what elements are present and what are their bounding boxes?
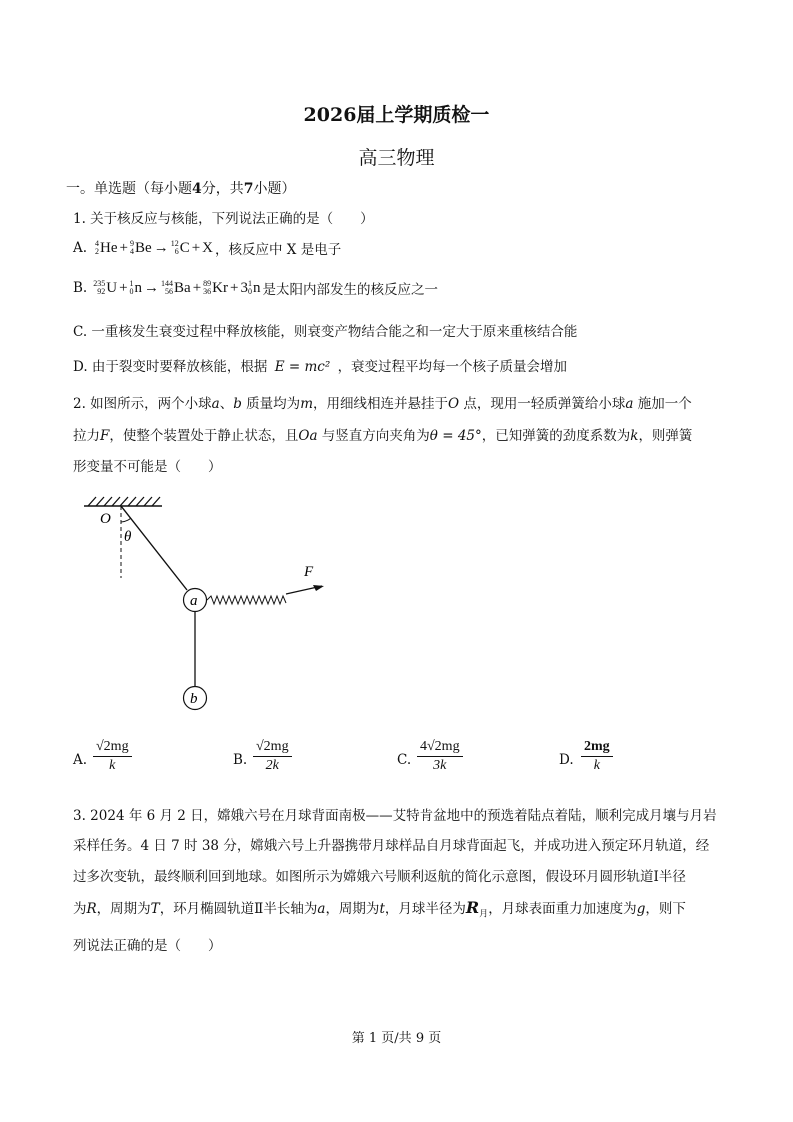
q1-a-equation: 4 2 He + 9 4 Be → 12 6 C + X (95, 239, 214, 256)
q2-line-1: 2. 如图所示，两个小球a、b 质量均为m，用细线相连并悬挂于O 点，现用一轻质弹簧给小球a 施加一个 (73, 396, 692, 412)
q3-line-3: 过多次变轨，最终顺利回到地球。如图所示为嫦娥六号顺利返航的简化示意图，假设环月圆形轨道Ⅰ半径 (73, 869, 686, 885)
section-heading: 一。单选题（每小题4分，共7小题） (66, 181, 296, 197)
q1-option-d: D. 由于裂变时要释放核能，根据 E = mc² ，衰变过程平均每一个核子质量会增加 (73, 359, 568, 375)
q3-line-4: 为R，周期为T，环月椭圆轨道Ⅱ半长轴为a，周期为t，月球半径为$R_月$，月球表面重力加速度为g，则下 (73, 898, 686, 920)
subject-title: 高三物理 (358, 147, 435, 169)
q3-line-1: 3. 2024 年 6 月 2 日，嫦娥六号在月球背面南极——艾特肯盆地中的预选着陆点着陆，顺利完成月壤与月岩 (73, 808, 717, 824)
q1-option-c: C. 一重核发生衰变过程中释放核能，则衰变产物结合能之和一定大于原来重核结合能 (73, 324, 578, 340)
q3-line-5: 列说法正确的是（ ） (73, 938, 222, 954)
theta-label: θ (124, 529, 132, 545)
exam-title: 2026届上学期质检一 (303, 104, 490, 126)
mass-energy-formula: E = mc² (274, 359, 331, 375)
q2-option-b-label: B. (233, 752, 248, 768)
pendulum-spring-figure (70, 488, 340, 720)
theta-arc (121, 518, 131, 522)
q1-b-equation: 235 92 U + 1 0 n → 144 56 Ba + 89 36 Kr + 3 1 0 n (93, 279, 261, 296)
force-label: F (304, 564, 314, 580)
q2-option-b-fraction: $\frac{√2mg}{2k}$ (253, 738, 292, 774)
q2-line-3: 形变量不可能是（ ） (73, 459, 222, 475)
q3-line-2: 采样任务。4 日 7 时 38 分，嫦娥六号上升器携带月球样品自月球背面起飞，并成功进入预定环月轨道，经 (73, 838, 710, 854)
q1-stem: 1. 关于核反应与核能，下列说法正确的是（ ） (73, 211, 374, 227)
q2-option-c-label: C. (397, 752, 412, 768)
point-o-label: O (100, 511, 111, 527)
q2-line-2: 拉力F，使整个装置处于静止状态，且Oa 与竖直方向夹角为θ = 45°，已知弹簧的劲度系数为k，则弹簧 (73, 428, 693, 444)
ball-b-label: b (190, 691, 198, 707)
q2-option-d-fraction: $\frac{2mg}{k}$ (581, 738, 613, 774)
q2-option-d-label: D. (559, 752, 574, 768)
q2-option-a-label: A. (73, 752, 88, 768)
page-footer: 第 1 页/共 9 页 (351, 1031, 442, 1046)
q2-option-c-fraction: $\frac{4√2mg}{3k}$ (417, 738, 463, 774)
ball-a-label: a (190, 593, 198, 609)
ceiling-support (84, 497, 162, 506)
q1-option-a: A. 4 2 He + 9 4 Be → 12 6 C + X ，核反应中 X 是电子 (73, 239, 342, 258)
force-arrow-head (313, 585, 324, 591)
spring (207, 596, 286, 604)
q1-option-b: B. 235 92 U + 1 0 n → 144 56 Ba + 89 36 Kr + 3 1 0 n 是太阳内部发生的核反应之一 (73, 279, 438, 298)
q2-option-a-fraction: $\frac{√2mg}{k}$ (93, 738, 132, 774)
